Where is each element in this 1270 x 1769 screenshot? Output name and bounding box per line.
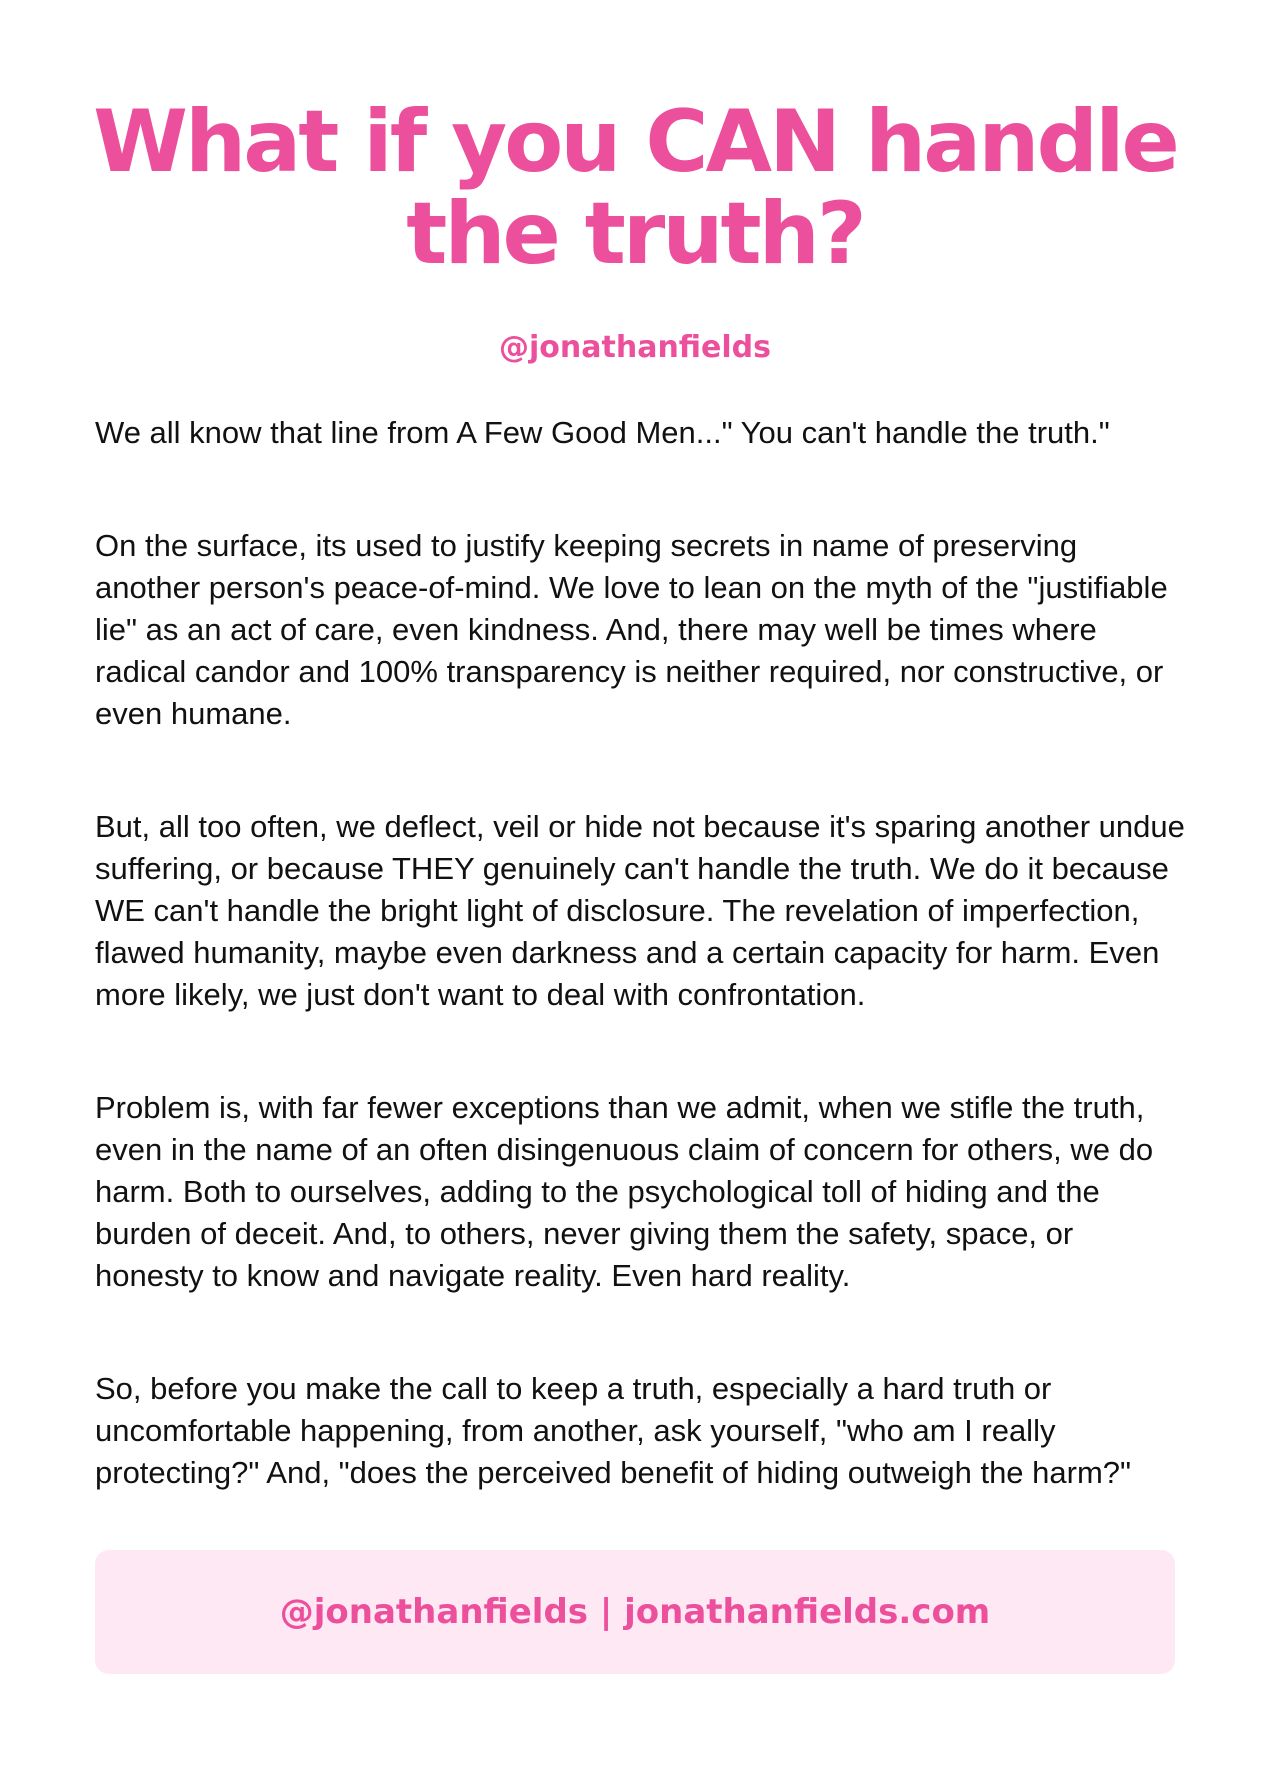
footer-banner <box>95 1550 1175 1674</box>
paragraph: We all know that line from A Few Good Men..." You can't handle the truth." <box>95 415 1110 450</box>
paragraph: On the surface, its used to justify keeping secrets in name of preserving another person's peace-of-mind. We love to lean on the myth of the "justifiable lie" as an act of care, even kindness. And, there may well be times where radical candor and 100% transparency is neither required, nor constructive, or even humane. <box>95 528 1168 731</box>
footer-credit: @jonathanfields | jonathanfields.com <box>279 1592 991 1632</box>
paragraph: So, before you make the call to keep a truth, especially a hard truth or uncomfortable happening, from another, ask yourself, "who am I really protecting?" And, "does the perceived benefit of hiding outweigh the harm?" <box>95 1371 1132 1490</box>
page-title: What if you CAN handle the truth? <box>93 92 1177 284</box>
article-body <box>95 412 1185 1565</box>
author-handle: @jonathanfields <box>499 330 771 365</box>
paragraph: Problem is, with far fewer exceptions than we admit, when we stifle the truth, even in the name of an often disingenuous claim of concern for others, we do harm. Both to ourselves, adding to the psychological toll of hiding and the burden of deceit. And, to others, never giving them the safety, space, or honesty to know and navigate reality. Even hard reality. <box>95 1090 1154 1293</box>
paragraph: But, all too often, we deflect, veil or hide not because it's sparing another undue suffering, or because THEY genuinely can't handle the truth. We do it because WE can't handle the bright light of disclosure. The revelation of imperfection, flawed humanity, maybe even darkness and a certain capacity for harm. Even more likely, we just don't want to deal with confrontation. <box>95 809 1185 1012</box>
